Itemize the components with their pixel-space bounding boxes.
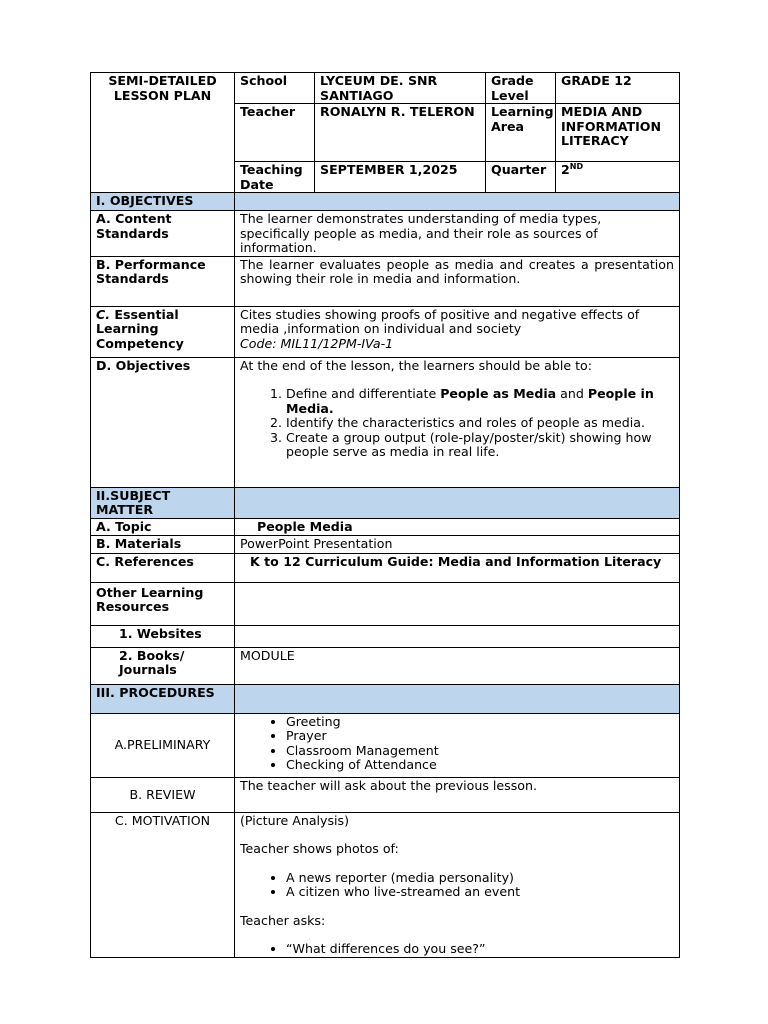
preliminary-label: A.PRELIMINARY — [91, 713, 235, 777]
performance-standards-text: The learner evaluates people as media and creates a presentation showing their role in media and information. — [235, 256, 680, 306]
motivation-photos-list — [240, 871, 674, 900]
subject-matter-heading: II.SUBJECT MATTER — [91, 487, 235, 518]
procedures-heading: III. PROCEDURES — [91, 684, 235, 713]
materials-value: PowerPoint Presentation — [235, 535, 680, 553]
objective-item: 1. Define and differentiate People as Media and People in Media. — [286, 387, 674, 416]
motivation-question-item: • “What differences do you see?” — [286, 942, 674, 957]
references-value: K to 12 Curriculum Guide: Media and Information Literacy — [235, 553, 680, 582]
school-label: School — [235, 73, 315, 104]
lesson-plan-table — [90, 72, 680, 958]
topic-value: People Media — [235, 518, 680, 535]
preliminary-cell — [235, 713, 680, 777]
performance-standards-label: B. Performance Standards — [91, 256, 235, 306]
lesson-plan-title: SEMI-DETAILED LESSON PLAN — [91, 73, 235, 193]
content-standards-text: The learner demonstrates understanding of media types, specifically people as media, and their role as sources of information. — [235, 211, 680, 257]
learning-area-value: MEDIA AND INFORMATION LITERACY — [556, 104, 680, 162]
lesson-plan-document — [90, 72, 679, 958]
competency-text: Cites studies showing proofs of positive and negative effects of media ,information on individual and society — [240, 306, 640, 336]
preliminary-list — [240, 715, 674, 773]
teaching-date-value: SEPTEMBER 1,2025 — [315, 162, 486, 193]
competency-cell — [235, 306, 680, 357]
grade-level-label: Grade Level — [486, 73, 556, 104]
teacher-label: Teacher — [235, 104, 315, 162]
quarter-value: 2ND — [556, 162, 680, 193]
review-label: B. REVIEW — [91, 777, 235, 812]
preliminary-item: • Prayer — [286, 729, 674, 744]
motivation-asks: Teacher asks: — [240, 912, 326, 928]
objectives-heading: I. OBJECTIVES — [91, 193, 235, 211]
objectives-cell — [235, 357, 680, 487]
teacher-value: RONALYN R. TELERON — [315, 104, 486, 162]
motivation-type: (Picture Analysis) — [240, 812, 350, 828]
objective-item: 2. Identify the characteristics and roles of people as media. — [286, 416, 674, 431]
learning-area-label: Learning Area — [486, 104, 556, 162]
objectives-list — [240, 387, 674, 460]
other-resources-label: Other Learning Resources — [91, 582, 235, 625]
teaching-date-label: Teaching Date — [235, 162, 315, 193]
competency-label: C. Essential Learning Competency — [91, 306, 235, 357]
preliminary-item: • Greeting — [286, 715, 674, 730]
books-value: MODULE — [235, 647, 680, 684]
review-text: The teacher will ask about the previous lesson. — [235, 777, 680, 812]
books-label: 2. Books/ Journals — [91, 647, 235, 684]
grade-level-value: GRADE 12 — [556, 73, 680, 104]
motivation-cell — [235, 812, 680, 957]
procedures-band — [235, 684, 680, 713]
motivation-photo-item: • A citizen who live-streamed an event — [286, 885, 674, 900]
objectives-label: D. Objectives — [91, 357, 235, 487]
motivation-questions-list — [240, 942, 674, 957]
school-value: LYCEUM DE. SNR SANTIAGO — [315, 73, 486, 104]
competency-code: Code: MIL11/12PM-IVa-1 — [240, 335, 394, 351]
quarter-label: Quarter — [486, 162, 556, 193]
motivation-shows: Teacher shows photos of: — [240, 841, 399, 856]
content-standards-label: A. Content Standards — [91, 211, 235, 257]
other-resources-value — [235, 582, 680, 625]
preliminary-item: • Checking of Attendance — [286, 758, 674, 773]
materials-label: B. Materials — [91, 535, 235, 553]
preliminary-item: • Classroom Management — [286, 744, 674, 759]
motivation-photo-item: • A news reporter (media personality) — [286, 871, 674, 886]
objectives-intro: At the end of the lesson, the learners should be able to: — [240, 357, 592, 373]
websites-label: 1. Websites — [91, 625, 235, 647]
references-label: C. References — [91, 553, 235, 582]
subject-matter-band — [235, 487, 680, 518]
motivation-label: C. MOTIVATION — [91, 812, 235, 957]
topic-label: A. Topic — [91, 518, 235, 535]
objective-item: 3. Create a group output (role-play/poster/skit) showing how people serve as media in real life. — [286, 431, 674, 460]
websites-value — [235, 625, 680, 647]
objectives-heading-band — [235, 193, 680, 211]
